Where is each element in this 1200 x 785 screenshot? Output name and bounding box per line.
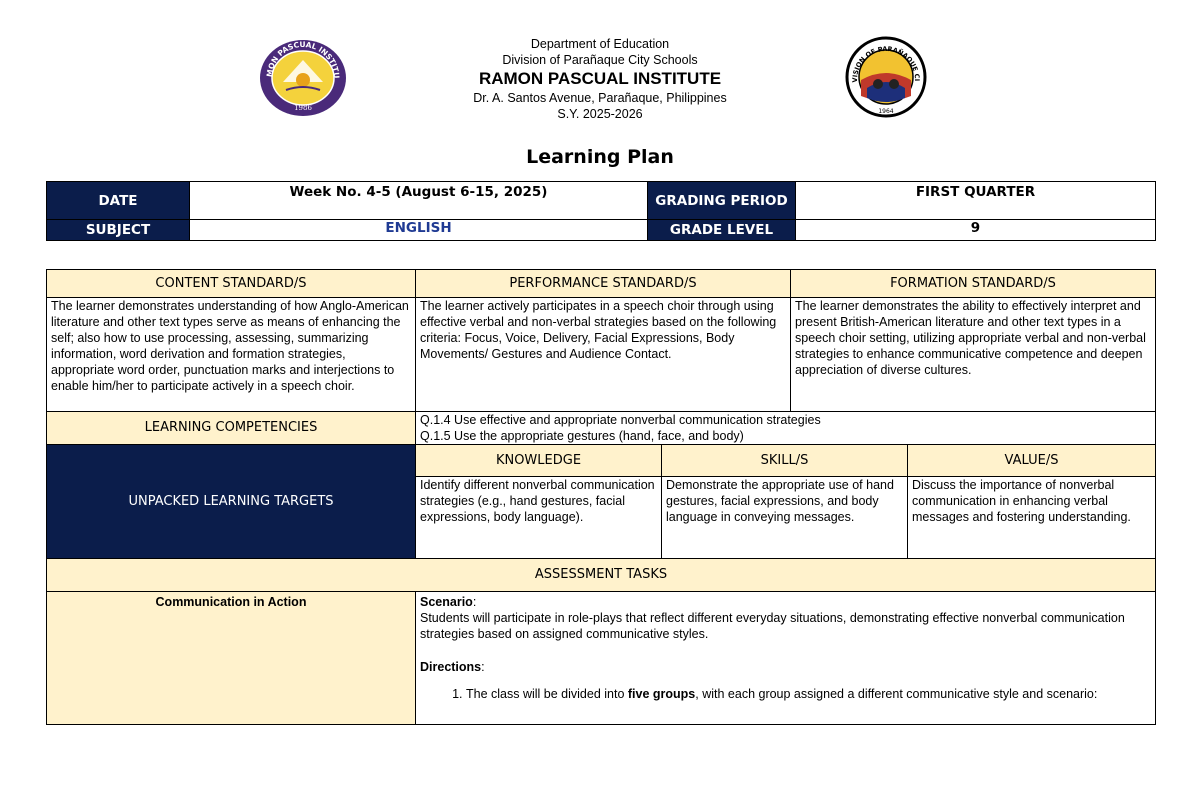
- formation-standard-header: FORMATION STANDARD/S: [791, 270, 1156, 298]
- school-name: RAMON PASCUAL INSTITUTE: [478, 69, 722, 88]
- task-title: Communication in Action: [47, 592, 416, 725]
- content-standard-text: The learner demonstrates understanding of how Anglo-American literature and other text types serve as means of enhancing the self; also how to use processing, assessing, summarizing information, word derivation and formation strategies, appropriate word order, punctuation marks and interjections to enable him/her to participate actively in a speech choir.: [47, 298, 416, 412]
- formation-standard-text: The learner demonstrates the ability to effectively interpret and present British-American literature and other text types in a speech choir setting, utilizing appropriate verbal and non-verbal strategies to enhance communicative competence and deepen appreciation of diverse cultures.: [791, 298, 1156, 412]
- info-table: [46, 181, 1156, 241]
- performance-standard-header: PERFORMANCE STANDARD/S: [416, 270, 791, 298]
- date-label: DATE: [47, 182, 190, 220]
- values-text: Discuss the importance of nonverbal communication in enhancing verbal messages and fostering understanding.: [908, 477, 1156, 559]
- page-title: Learning Plan: [526, 146, 674, 168]
- learning-competencies-label: LEARNING COMPETENCIES: [47, 412, 416, 445]
- learning-competencies-list: [416, 412, 1156, 445]
- directions-label: Directions: [420, 660, 482, 674]
- competency-item: Q.1.4 Use effective and appropriate nonverbal communication strategies: [420, 413, 821, 427]
- grading-label: GRADING PERIOD: [648, 182, 796, 220]
- grade-label: GRADE LEVEL: [648, 220, 796, 241]
- content-standard-header: CONTENT STANDARD/S: [47, 270, 416, 298]
- unpacked-targets-label: UNPACKED LEARNING TARGETS: [47, 445, 416, 559]
- competency-item: Q.1.5 Use the appropriate gestures (hand, face, and body): [420, 429, 744, 443]
- right-logo-text: VISION OF PARAÑAQUE CI: [850, 44, 922, 83]
- grading-value: FIRST QUARTER: [796, 182, 1156, 220]
- directions-list: [420, 686, 1151, 702]
- scenario-label: Scenario: [420, 595, 473, 609]
- division-line: Division of Parañaque City Schools: [502, 53, 698, 67]
- subject-value: ENGLISH: [190, 220, 648, 241]
- list-item: 1. The class will be divided into five groups, with each group assigned a different communicative style and scenario:: [466, 686, 1151, 702]
- school-header: [0, 36, 1200, 122]
- right-logo-year: 1964: [878, 108, 894, 115]
- performance-standard-text: The learner actively participates in a speech choir through using effective verbal and non-verbal strategies based on the following criteria: Focus, Voice, Delivery, Facial Expressions, Body Movements/ Gestures and Audience Contact.: [416, 298, 791, 412]
- task-details: Scenario: Students will participate in role-plays that reflect different everyday situations, demonstrating effective nonverbal communication strategies based on assigned communicative styles. Directions: 1. The class will be divided into five groups, with each group assigned a different communicative style and scenario:: [416, 592, 1156, 725]
- school-year: S.Y. 2025-2026: [557, 107, 643, 121]
- left-logo-year: 1986: [294, 104, 312, 112]
- date-value: Week No. 4-5 (August 6-15, 2025): [190, 182, 648, 220]
- values-header: VALUE/S: [908, 445, 1156, 477]
- skills-text: Demonstrate the appropriate use of hand gestures, facial expressions, and body language in conveying messages.: [662, 477, 908, 559]
- dept-line: Department of Education: [530, 37, 670, 51]
- learning-plan-table: [46, 269, 1156, 725]
- skills-header: SKILL/S: [662, 445, 908, 477]
- subject-label: SUBJECT: [47, 220, 190, 241]
- scenario-text: Students will participate in role-plays that reflect different everyday situations, demonstrating effective nonverbal communication strategies based on assigned communicative styles.: [420, 611, 1125, 641]
- grade-value: 9: [796, 220, 1156, 241]
- left-logo-text: MON PASCUAL INSTITU: [264, 39, 342, 79]
- address-line: Dr. A. Santos Avenue, Parañaque, Philippines: [473, 91, 727, 105]
- knowledge-header: KNOWLEDGE: [416, 445, 662, 477]
- assessment-tasks-header: ASSESSMENT TASKS: [47, 559, 1156, 592]
- knowledge-text: Identify different nonverbal communication strategies (e.g., hand gestures, facial expressions, body language).: [416, 477, 662, 559]
